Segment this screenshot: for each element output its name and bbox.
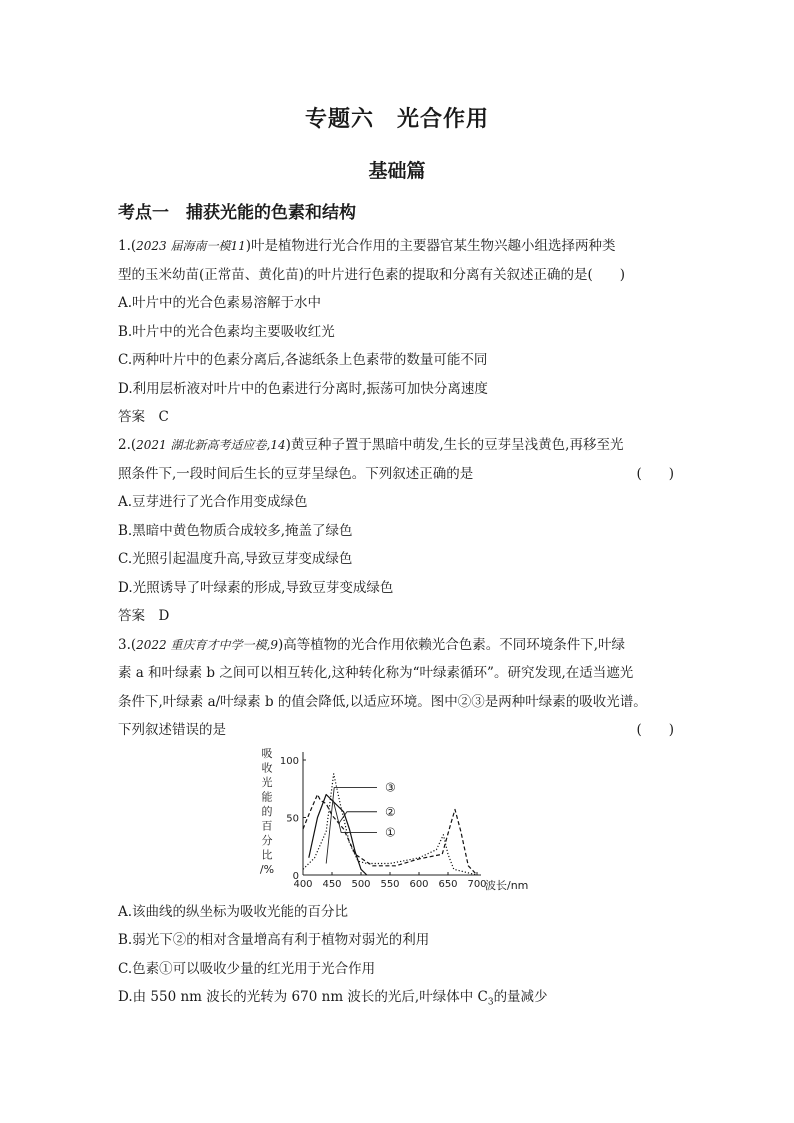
- x-axis-label: 波长/nm: [485, 879, 529, 892]
- y-axis-label-char: 百: [261, 819, 273, 833]
- x-tick-label: 500: [351, 879, 371, 890]
- x-tick-label: 700: [467, 879, 487, 890]
- y-axis-label-char: /%: [259, 863, 275, 876]
- q3-option-d: D.由 550 nm 波长的光转为 670 nm 波长的光后,叶绿体中 $C_3$的量减少: [118, 989, 548, 1008]
- series-line-1: [309, 795, 367, 876]
- q2-line1: 2.(2021 湖北新高考适应卷,14)黄豆种子置于黑暗中萌发,生长的豆芽呈浅黄色,再移至光: [118, 437, 624, 453]
- q3-source: 2022 重庆育才中学一模,9: [136, 638, 278, 652]
- q3-line2: 素 a 和叶绿素 b 之间可以相互转化,这种转化称为“叶绿素循环”。研究发现,在适当遮光: [118, 665, 634, 681]
- q1-line2: 型的玉米幼苗(正常苗、黄化苗)的叶片进行色素的提取和分离有关叙述正确的是( ): [118, 267, 626, 283]
- q2-line2: 照条件下,一段时间后生长的豆芽呈绿色。下列叙述正确的是: [118, 466, 474, 482]
- q3-option-b: B.弱光下②的相对含量增高有利于植物对弱光的利用: [118, 932, 430, 948]
- q3-option-c: C.色素①可以吸收少量的红光用于光合作用: [118, 961, 376, 977]
- topic-heading: 考点一 捕获光能的色素和结构: [118, 203, 356, 223]
- x-tick-label: 650: [438, 879, 458, 890]
- y-axis-label-char: 吸: [261, 747, 273, 760]
- q3-line1: 3.(2022 重庆育才中学一模,9)高等植物的光合作用依赖光合色素。不同环境条件下,叶绿: [118, 637, 626, 653]
- x-tick-label: 550: [380, 879, 400, 890]
- q2-option-c: C.光照引起温度升高,导致豆芽变成绿色: [118, 551, 353, 567]
- q3-line4: 下列叙述错误的是: [118, 722, 226, 738]
- q3-answer-paren: ( ): [636, 722, 674, 738]
- q2-option-a: A.豆芽进行了光合作用变成绿色: [118, 494, 308, 510]
- y-axis-label-char: 比: [261, 848, 273, 862]
- absorption-spectrum-chart: [255, 745, 555, 895]
- page-title: 专题六 光合作用: [304, 107, 489, 132]
- q2-source: 2021 湖北新高考适应卷,14: [136, 438, 286, 452]
- series-leader-line: [326, 788, 377, 864]
- q1-answer: 答案 C: [118, 409, 169, 425]
- y-tick-label: 50: [286, 813, 299, 825]
- y-axis-label-char: 分: [261, 834, 273, 847]
- x-tick-label: 450: [322, 879, 342, 890]
- y-axis-label-char: 能: [261, 790, 273, 804]
- x-tick-label: 600: [409, 879, 429, 890]
- q2-answer-paren: ( ): [636, 466, 674, 482]
- q3-line3: 条件下,叶绿素 a/叶绿素 b 的值会降低,以适应环境。图中②③是两种叶绿素的吸收光谱。: [118, 694, 647, 710]
- q1-source: 2023 届海南一模11: [136, 239, 246, 253]
- y-axis-label-char: 的: [261, 805, 273, 818]
- q1-option-d: D.利用层析液对叶片中的色素进行分离时,振荡可加快分离速度: [118, 381, 488, 397]
- q3-option-a: A.该曲线的纵坐标为吸收光能的百分比: [118, 904, 349, 920]
- section-level-title: 基础篇: [368, 160, 426, 182]
- q1-option-a: A.叶片中的光合色素易溶解于水中: [118, 295, 322, 311]
- q1-option-b: B.叶片中的光合色素均主要吸收红光: [118, 324, 335, 340]
- x-tick-label: 400: [293, 879, 313, 890]
- q2-answer: 答案 D: [118, 608, 170, 624]
- series-leader-line: [333, 800, 377, 832]
- y-axis-label-char: 收: [261, 761, 273, 775]
- q2-option-b: B.黑暗中黄色物质合成较多,掩盖了绿色: [118, 523, 353, 539]
- y-axis-label-char: 光: [261, 776, 273, 789]
- q1-option-c: C.两种叶片中的色素分离后,各滤纸条上色素带的数量可能不同: [118, 352, 488, 368]
- series-label: ①: [385, 825, 396, 840]
- q2-option-d: D.光照诱导了叶绿素的形成,导致豆芽变成绿色: [118, 580, 394, 596]
- y-tick-label: 100: [279, 756, 299, 767]
- q1-line1: 1.(2023 届海南一模11)叶是植物进行光合作用的主要器官某生物兴趣小组选择两种类: [118, 238, 616, 254]
- series-label: ③: [385, 780, 396, 795]
- y-tick-label: 0: [292, 871, 299, 882]
- series-label: ②: [385, 804, 396, 819]
